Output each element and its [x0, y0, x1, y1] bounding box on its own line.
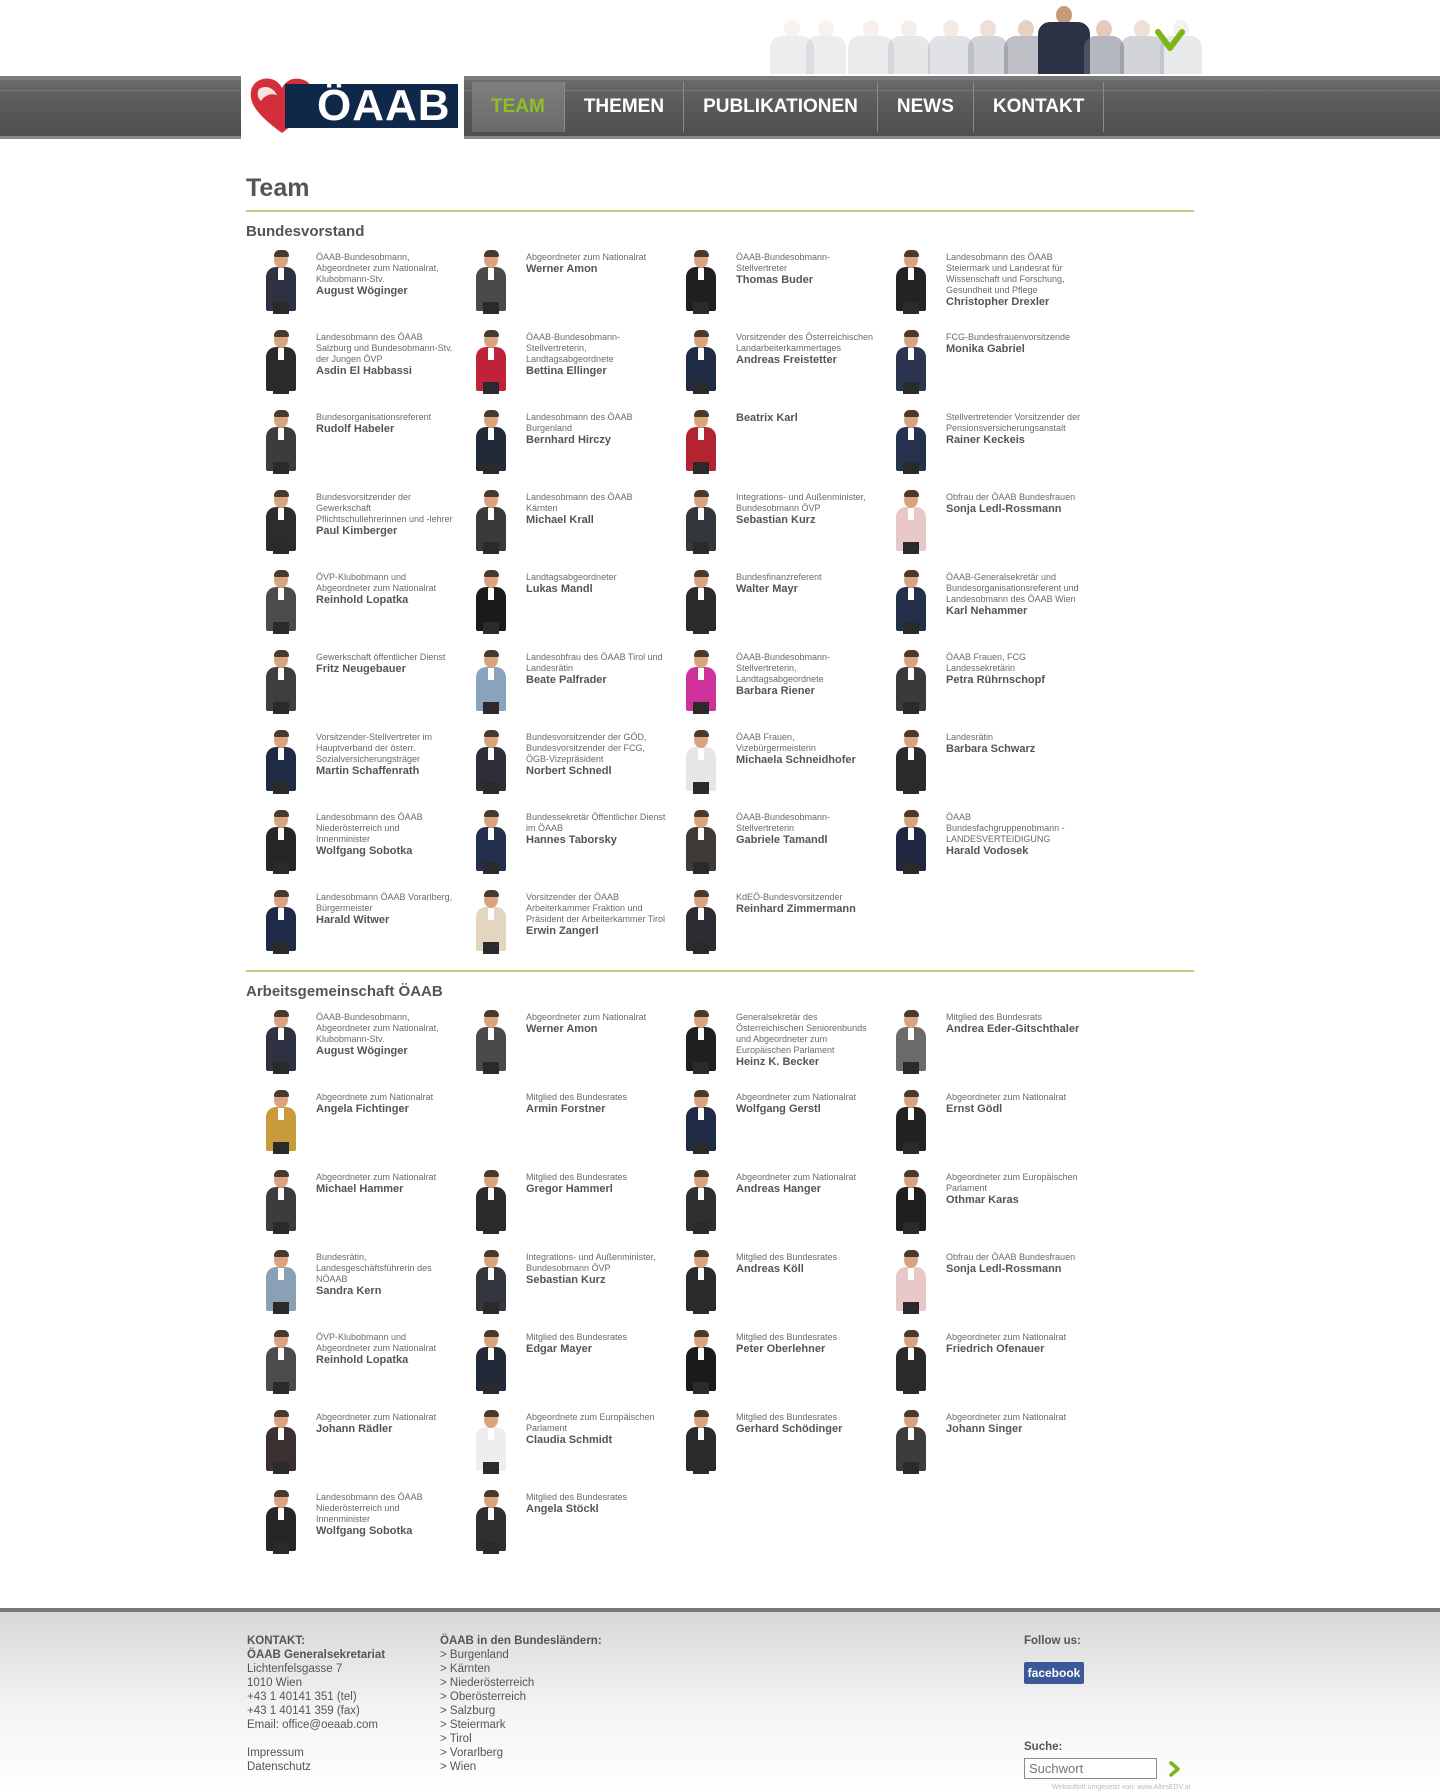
member-name: Hannes Taborsky	[526, 834, 617, 846]
member-role: ÖAAB Frauen, Vizebürgermeisterin	[736, 732, 816, 753]
member-photo	[252, 1330, 310, 1394]
member-card[interactable]	[246, 650, 456, 730]
member-role: Mitglied des Bundesrates	[736, 1332, 838, 1342]
member-photo	[672, 810, 730, 874]
member-card[interactable]	[246, 730, 456, 810]
member-role: Mitglied des Bundesrats	[946, 1012, 1043, 1022]
member-photo	[672, 1410, 730, 1474]
member-photo	[672, 1170, 730, 1234]
member-card[interactable]	[666, 1410, 876, 1490]
nav-item-news[interactable]: NEWS	[878, 82, 974, 132]
member-role: Landesobmann des ÖAAB Burgenland	[526, 412, 633, 433]
member-role: Gewerkschaft öffentlicher Dienst	[316, 652, 446, 662]
member-name: Norbert Schnedl	[526, 765, 612, 777]
member-role: Abgeordneter zum Nationalrat	[316, 1412, 437, 1422]
member-role: Generalsekretär des Österreichischen Seniorenbunds und Abgeordneter zum Europäischen Parlament	[736, 1012, 867, 1055]
member-card[interactable]	[456, 650, 666, 730]
member-name: Sandra Kern	[316, 1285, 382, 1297]
member-photo	[672, 650, 730, 714]
member-name: Heinz K. Becker	[736, 1056, 820, 1068]
member-name: Walter Mayr	[736, 583, 798, 595]
member-name: Johann Singer	[946, 1423, 1023, 1435]
member-role: Integrations- und Außenminister, Bundesobmann ÖVP	[526, 1252, 656, 1273]
member-name: Sonja Ledl-Rossmann	[946, 503, 1062, 515]
member-card[interactable]	[666, 250, 876, 330]
member-photo	[672, 1090, 730, 1154]
member-photo	[672, 250, 730, 314]
member-card[interactable]	[456, 1170, 666, 1250]
member-photo	[252, 1410, 310, 1474]
member-name: August Wöginger	[316, 285, 408, 297]
banner-team-photo	[768, 4, 1208, 74]
oeaab-logo[interactable]	[241, 69, 464, 140]
member-name: Angela Fichtinger	[316, 1103, 409, 1115]
member-role: Mitglied des Bundesrates	[526, 1332, 628, 1342]
member-name: Werner Amon	[526, 263, 598, 275]
member-photo	[672, 1330, 730, 1394]
member-card[interactable]	[456, 490, 666, 570]
member-role: ÖVP-Klubobmann und Abgeordneter zum Nationalrat	[316, 572, 437, 593]
member-name: Christopher Drexler	[946, 296, 1050, 308]
member-name: Beatrix Karl	[736, 412, 798, 424]
member-card[interactable]	[876, 1010, 1086, 1090]
member-card[interactable]	[456, 330, 666, 410]
member-role: Landesrätin	[946, 732, 994, 742]
member-name: Michael Krall	[526, 514, 594, 526]
member-photo	[252, 250, 310, 314]
member-name: Werner Amon	[526, 1023, 598, 1035]
member-role: Landesobfrau des ÖAAB Tirol und Landesrätin	[526, 652, 663, 673]
member-name: Angela Stöckl	[526, 1503, 599, 1515]
member-name: Andreas Köll	[736, 1263, 804, 1275]
member-photo	[672, 330, 730, 394]
member-role: Bundesorganisationsreferent	[316, 412, 432, 422]
member-card[interactable]	[456, 1250, 666, 1330]
member-role: ÖAAB-Generalsekretär und Bundesorganisationsreferent und Landesobmann des ÖAAB Wien	[946, 572, 1079, 604]
member-role: Abgeordneter zum Nationalrat	[736, 1172, 857, 1182]
member-name: Michaela Schneidhofer	[736, 754, 856, 766]
member-photo	[882, 410, 940, 474]
member-role: ÖAAB-Bundesobmann, Abgeordneter zum Nationalrat, Klubobmann-Stv.	[316, 1012, 439, 1044]
member-role: Landesobmann des ÖAAB Niederösterreich und Innenminister	[316, 1492, 423, 1524]
member-name: Thomas Buder	[736, 274, 814, 286]
member-name: Barbara Riener	[736, 685, 815, 697]
member-card[interactable]	[246, 410, 456, 490]
member-role: Bundessekretär Öffentlicher Dienst im ÖAAB	[526, 812, 666, 833]
member-card[interactable]	[876, 570, 1086, 650]
member-name: Johann Rädler	[316, 1423, 393, 1435]
member-role: ÖAAB-Bundesobmann-Stellvertreterin, Landtagsabgeordnete	[526, 332, 621, 364]
member-photo	[462, 650, 520, 714]
logo-wordmark: ÖAAB	[317, 81, 451, 130]
member-grid-bundesvorstand	[246, 250, 1194, 970]
member-role: Stellvertretender Vorsitzender der Pensionsversicherungsanstalt	[946, 412, 1081, 433]
member-role: Bundesfinanzreferent	[736, 572, 822, 582]
member-card[interactable]	[456, 1090, 666, 1170]
member-card[interactable]	[666, 650, 876, 730]
member-name: Harald Vodosek	[946, 845, 1029, 857]
page-title: Team	[246, 174, 310, 202]
member-role: Landtagsabgeordneter	[526, 572, 617, 582]
member-photo	[252, 650, 310, 714]
member-role: Obfrau der ÖAAB Bundesfrauen	[946, 492, 1076, 502]
member-card[interactable]	[666, 730, 876, 810]
member-role: FCG-Bundesfrauenvorsitzende	[946, 332, 1071, 342]
member-name: Martin Schaffenrath	[316, 765, 420, 777]
member-card[interactable]	[456, 1410, 666, 1490]
member-card[interactable]	[666, 1330, 876, 1410]
member-card[interactable]	[666, 490, 876, 570]
member-photo	[672, 410, 730, 474]
state-link[interactable]: > Steiermark	[440, 1719, 506, 1731]
banner-figure	[1084, 20, 1124, 74]
member-role: ÖVP-Klubobmann und Abgeordneter zum Nationalrat	[316, 1332, 437, 1353]
member-role: Bundesvorsitzender der Gewerkschaft Pflichtschullehrerinnen und -lehrer	[316, 492, 453, 524]
member-photo	[882, 650, 940, 714]
member-card[interactable]	[876, 1250, 1086, 1330]
member-photo	[462, 1490, 520, 1554]
member-name: Gabriele Tamandl	[736, 834, 828, 846]
member-card[interactable]	[876, 330, 1086, 410]
contact-fax: +43 1 40141 359 (fax)	[247, 1705, 360, 1717]
member-name: Asdin El Habbassi	[316, 365, 412, 377]
member-card[interactable]	[666, 1090, 876, 1170]
member-photo	[462, 730, 520, 794]
nav-menu	[472, 82, 1104, 132]
member-photo	[882, 1410, 940, 1474]
member-role: Mitglied des Bundesrates	[526, 1172, 628, 1182]
member-photo	[882, 330, 940, 394]
member-photo	[882, 1330, 940, 1394]
banner-figure	[806, 20, 846, 74]
member-name: Karl Nehammer	[946, 605, 1028, 617]
member-card[interactable]	[246, 1170, 456, 1250]
member-name: Reinhard Zimmermann	[736, 903, 856, 915]
member-name: Michael Hammer	[316, 1183, 404, 1195]
member-role: Abgeordneter zum Nationalrat	[526, 1012, 647, 1022]
member-card[interactable]	[666, 890, 876, 970]
member-photo	[252, 730, 310, 794]
member-role: ÖAAB Bundesfachgruppenobmann - LANDESVERTEIDIGUNG	[946, 812, 1065, 844]
nav-item-kontakt[interactable]: KONTAKT	[974, 82, 1104, 132]
member-name: Gregor Hammerl	[526, 1183, 613, 1195]
member-photo	[462, 1330, 520, 1394]
contact-org: ÖAAB Generalsekretariat	[247, 1649, 386, 1661]
member-photo	[672, 890, 730, 954]
member-photo	[882, 570, 940, 634]
member-card[interactable]	[666, 1250, 876, 1330]
member-name: Sebastian Kurz	[526, 1274, 606, 1286]
state-link[interactable]: > Niederösterreich	[440, 1677, 535, 1689]
member-photo	[252, 1010, 310, 1074]
member-card[interactable]	[876, 730, 1086, 810]
divider	[246, 970, 1194, 972]
search-heading: Suche:	[1024, 1741, 1063, 1753]
member-card[interactable]	[666, 1170, 876, 1250]
member-card[interactable]	[246, 490, 456, 570]
member-name: Rudolf Habeler	[316, 423, 395, 435]
member-role: Bundesrätin, Landesgeschäftsführerin des NÖAAB	[316, 1252, 432, 1284]
member-name: Edgar Mayer	[526, 1343, 593, 1355]
banner-figure	[1038, 6, 1090, 74]
contact-street: Lichtenfelsgasse 7	[247, 1663, 343, 1675]
member-role: Landesobmann des ÖAAB Kärnten	[526, 492, 633, 513]
credit-text: Webauftritt umgesetzt von: www.AllesEDV.at	[1052, 1784, 1191, 1791]
member-card[interactable]	[876, 410, 1086, 490]
member-role: Landesobmann des ÖAAB Niederösterreich und Innenminister	[316, 812, 423, 844]
member-name: Bernhard Hirczy	[526, 434, 611, 446]
member-grid-arbeitsgemeinschaft	[246, 1010, 1194, 1570]
member-photo	[462, 1250, 520, 1314]
member-name: Othmar Karas	[946, 1194, 1019, 1206]
banner-figure	[968, 20, 1008, 74]
member-card[interactable]	[246, 250, 456, 330]
datenschutz-link[interactable]: Datenschutz	[247, 1761, 311, 1773]
section-title-arbeitsgemeinschaft: Arbeitsgemeinschaft ÖAAB	[246, 983, 443, 1000]
state-link[interactable]: > Wien	[440, 1761, 477, 1773]
search-input[interactable]	[1024, 1758, 1157, 1779]
member-photo	[882, 1170, 940, 1234]
state-link[interactable]: > Oberösterreich	[440, 1691, 526, 1703]
member-photo	[672, 1010, 730, 1074]
member-photo	[672, 570, 730, 634]
member-name: Erwin Zangerl	[526, 925, 599, 937]
states-link-list	[440, 1648, 602, 1774]
state-link[interactable]: > Vorarlberg	[440, 1747, 503, 1759]
member-card[interactable]	[456, 810, 666, 890]
member-name: Claudia Schmidt	[526, 1434, 613, 1446]
member-photo	[252, 410, 310, 474]
member-role: ÖAAB-Bundesobmann-Stellvertreterin, Landtagsabgeordnete	[736, 652, 831, 684]
member-role: Abgeordneter zum Nationalrat	[946, 1092, 1067, 1102]
member-name: Wolfgang Sobotka	[316, 1525, 413, 1537]
member-card[interactable]	[246, 1250, 456, 1330]
member-photo	[252, 1250, 310, 1314]
member-photo	[882, 1010, 940, 1074]
member-card[interactable]	[456, 1330, 666, 1410]
contact-heading: KONTAKT:	[247, 1635, 305, 1647]
member-card[interactable]	[876, 650, 1086, 730]
member-photo	[672, 730, 730, 794]
member-role: Mitglied des Bundesrates	[736, 1252, 838, 1262]
member-role: Abgeordneter zum Nationalrat	[316, 1172, 437, 1182]
member-photo	[462, 1170, 520, 1234]
divider	[246, 210, 1194, 212]
member-name: Reinhold Lopatka	[316, 1354, 409, 1366]
member-photo	[672, 1250, 730, 1314]
member-role: Landesobmann des ÖAAB Steiermark und Landesrat für Wissenschaft und Forschung, Gesundheit und Pflege	[946, 252, 1065, 295]
member-photo	[882, 490, 940, 554]
member-name: Monika Gabriel	[946, 343, 1025, 355]
member-photo	[252, 890, 310, 954]
member-name: Lukas Mandl	[526, 583, 593, 595]
member-name: Beate Palfrader	[526, 674, 607, 686]
member-role: ÖAAB-Bundesobmann, Abgeordneter zum Nationalrat, Klubobmann-Stv.	[316, 252, 439, 284]
state-link[interactable]: > Burgenland	[440, 1649, 509, 1661]
member-card[interactable]	[246, 1410, 456, 1490]
member-name: Peter Oberlehner	[736, 1343, 826, 1355]
member-name: Petra Rührnschopf	[946, 674, 1046, 686]
member-photo	[672, 490, 730, 554]
member-name: Sebastian Kurz	[736, 514, 816, 526]
footer	[0, 1608, 1440, 1792]
member-role: Obfrau der ÖAAB Bundesfrauen	[946, 1252, 1076, 1262]
member-card[interactable]	[666, 810, 876, 890]
member-name: Bettina Ellinger	[526, 365, 607, 377]
member-photo	[882, 810, 940, 874]
member-photo	[462, 490, 520, 554]
member-photo	[462, 1410, 520, 1474]
member-name: Wolfgang Gerstl	[736, 1103, 821, 1115]
member-card[interactable]	[456, 1010, 666, 1090]
member-card[interactable]	[246, 1330, 456, 1410]
member-name: Harald Witwer	[316, 914, 390, 926]
contact-city: 1010 Wien	[247, 1677, 302, 1689]
member-name: Armin Forstner	[526, 1103, 606, 1115]
member-photo	[882, 1090, 940, 1154]
member-name: Ernst Gödl	[946, 1103, 1003, 1115]
member-role: Abgeordnete zum Nationalrat	[316, 1092, 434, 1102]
member-photo	[462, 810, 520, 874]
footer-states	[440, 1634, 602, 1774]
impressum-link[interactable]: Impressum	[247, 1747, 304, 1759]
member-name: Barbara Schwarz	[946, 743, 1036, 755]
state-link[interactable]: > Tirol	[440, 1733, 472, 1745]
member-role: Integrations- und Außenminister, Bundesobmann ÖVP	[736, 492, 866, 513]
follow-heading: Follow us:	[1024, 1635, 1081, 1647]
member-name: August Wöginger	[316, 1045, 408, 1057]
member-role: Bundesvorsitzender der GÖD, Bundesvorsitzender der FCG, ÖGB-Vizepräsident	[526, 732, 647, 764]
member-role: Mitglied des Bundesrates	[736, 1412, 838, 1422]
member-card[interactable]	[876, 1090, 1086, 1170]
member-role: Abgeordneter zum Nationalrat	[526, 252, 647, 262]
member-name: Sonja Ledl-Rossmann	[946, 1263, 1062, 1275]
member-photo	[462, 410, 520, 474]
member-card[interactable]	[876, 1330, 1086, 1410]
member-photo	[252, 1170, 310, 1234]
state-link[interactable]: > Kärnten	[440, 1663, 491, 1675]
member-role: Mitglied des Bundesrates	[526, 1092, 628, 1102]
member-card[interactable]	[456, 570, 666, 650]
state-link[interactable]: > Salzburg	[440, 1705, 496, 1717]
contact-phone: +43 1 40141 351 (tel)	[247, 1691, 357, 1703]
member-photo	[882, 1250, 940, 1314]
member-name: Paul Kimberger	[316, 525, 398, 537]
member-photo	[252, 330, 310, 394]
member-name: Reinhold Lopatka	[316, 594, 409, 606]
member-card[interactable]	[246, 1490, 456, 1570]
member-card[interactable]	[456, 890, 666, 970]
member-photo	[252, 1490, 310, 1554]
member-card[interactable]	[876, 250, 1086, 330]
member-photo	[462, 570, 520, 634]
banner-figure	[888, 20, 930, 74]
member-card[interactable]	[456, 410, 666, 490]
member-name: Andreas Freistetter	[736, 354, 837, 366]
member-role: Abgeordneter zum Nationalrat	[946, 1412, 1067, 1422]
member-card[interactable]	[666, 1010, 876, 1090]
member-photo	[462, 1010, 520, 1074]
member-name: Friedrich Ofenauer	[946, 1343, 1045, 1355]
member-role: Abgeordneter zum Nationalrat	[946, 1332, 1067, 1342]
member-card[interactable]	[666, 570, 876, 650]
member-card[interactable]	[876, 490, 1086, 570]
top-banner	[0, 0, 1440, 78]
member-name: Fritz Neugebauer	[316, 663, 406, 675]
member-role: Landesobmann ÖAAB Vorarlberg, Bürgermeister	[316, 892, 453, 913]
member-role: ÖAAB-Bundesobmann-Stellvertreterin	[736, 812, 831, 833]
member-role: Vorsitzender-Stellvertreter im Hauptverband der österr. Sozialversicherungsträger	[316, 732, 433, 764]
search-arrow-icon[interactable]	[1166, 1760, 1184, 1778]
member-photo	[252, 810, 310, 874]
section-title-bundesvorstand: Bundesvorstand	[246, 223, 365, 240]
member-photo	[252, 570, 310, 634]
chevron-down-icon[interactable]	[1152, 24, 1188, 56]
contact-email[interactable]: Email: office@oeaab.com	[247, 1719, 378, 1731]
member-photo	[462, 250, 520, 314]
member-photo	[882, 730, 940, 794]
footer-contact	[247, 1634, 385, 1774]
member-role: KdEÖ-Bundesvorsitzender	[736, 892, 843, 902]
member-card[interactable]	[666, 330, 876, 410]
facebook-button[interactable]: facebook	[1024, 1662, 1084, 1684]
member-role: Vorsitzender der ÖAAB Arbeiterkammer Fraktion und Präsident der Arbeiterkammer Tirol	[526, 892, 666, 924]
member-photo	[462, 330, 520, 394]
member-name: Andrea Eder-Gitschthaler	[946, 1023, 1080, 1035]
member-card[interactable]	[456, 1490, 666, 1570]
member-role: Abgeordnete zum Europäischen Parlament	[526, 1412, 655, 1433]
nav-item-team[interactable]: TEAM	[472, 82, 565, 132]
nav-item-publikationen[interactable]: PUBLIKATIONEN	[684, 82, 878, 132]
member-role: ÖAAB-Bundesobmann-Stellvertreter	[736, 252, 831, 273]
member-photo	[252, 490, 310, 554]
main-content	[246, 170, 1194, 1570]
member-role: Landesobmann des ÖAAB Salzburg und Bundesobmann-Stv. der Jungen ÖVP	[316, 332, 453, 364]
member-card[interactable]	[876, 1410, 1086, 1490]
member-name: Rainer Keckeis	[946, 434, 1025, 446]
member-card[interactable]	[246, 1010, 456, 1090]
member-card[interactable]	[246, 1090, 456, 1170]
member-photo	[462, 890, 520, 954]
member-card[interactable]	[666, 410, 876, 490]
member-name: Gerhard Schödinger	[736, 1423, 843, 1435]
member-role: Mitglied des Bundesrates	[526, 1492, 628, 1502]
states-heading: ÖAAB in den Bundesländern:	[440, 1635, 602, 1647]
member-card[interactable]	[246, 810, 456, 890]
member-role: Abgeordneter zum Nationalrat	[736, 1092, 857, 1102]
nav-item-themen[interactable]: THEMEN	[565, 82, 684, 132]
member-card[interactable]	[246, 330, 456, 410]
member-card[interactable]	[246, 570, 456, 650]
member-role: ÖAAB Frauen, FCG Landessekretärin	[946, 652, 1027, 673]
member-name: Andreas Hanger	[736, 1183, 821, 1195]
member-card[interactable]	[876, 1170, 1086, 1250]
member-card[interactable]	[456, 730, 666, 810]
member-role: Abgeordneter zum Europäischen Parlament	[946, 1172, 1078, 1193]
member-name: Wolfgang Sobotka	[316, 845, 413, 857]
member-card[interactable]	[456, 250, 666, 330]
member-photo	[882, 250, 940, 314]
member-role: Vorsitzender des Österreichischen Landarbeiterkammertages	[736, 332, 874, 353]
member-photo	[252, 1090, 310, 1154]
member-card[interactable]	[876, 810, 1086, 890]
member-card[interactable]	[246, 890, 456, 970]
